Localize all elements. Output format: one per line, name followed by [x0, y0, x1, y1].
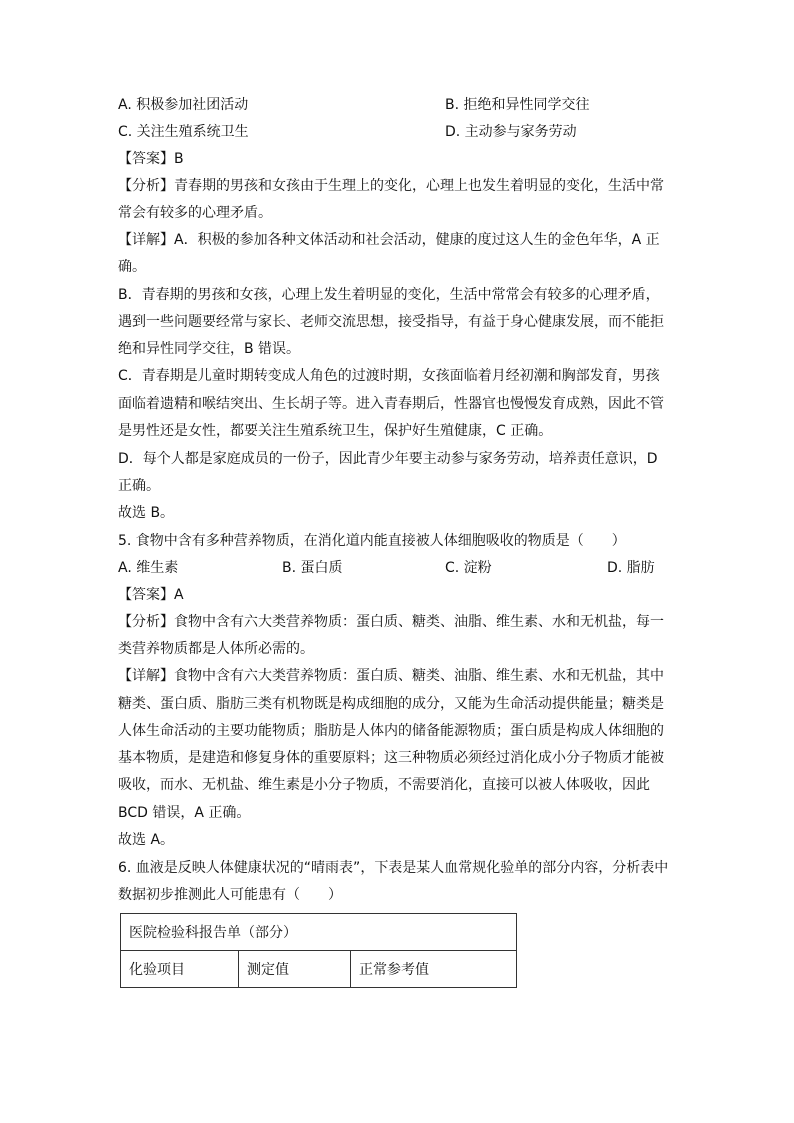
q4-explanation-line: 遇到一些问题要经常与家长、老师交流思想，接受指导，有益于身心健康发展，而不能拒 [118, 314, 664, 330]
q4-explanation-line: 常会有较多的心理矛盾。 [118, 205, 272, 221]
table-header-item: 化验项目 [121, 951, 239, 988]
q5-explanation-line: 人体生命活动的主要功能物质；脂肪是人体内的储备能源物质；蛋白质是构成人体细胞的 [118, 723, 664, 739]
q5-answer: 【答案】A [118, 587, 184, 603]
q5-option-d: D. 脂肪 [607, 560, 655, 576]
q4-answer: 【答案】B [118, 151, 184, 167]
q5-option-a: A. 维生素 [118, 560, 179, 576]
table-title-row [121, 914, 517, 951]
q5-explanation-line: 【详解】食物中含有六大类营养物质：蛋白质、糖类、油脂、维生素、水和无机盐，其中 [118, 668, 664, 684]
q4-explanation-line: 确。 [118, 259, 146, 275]
q4-explanation-line: 面临着遗精和喉结突出、生长胡子等。进入青春期后，性器官也慢慢发育成熟，因此不管 [118, 396, 664, 412]
table-header-reference: 正常参考值 [351, 951, 517, 988]
q5-explanation-line: 基本物质，是建造和修复身体的重要原料；这三种物质必须经过消化成小分子物质才能被 [118, 750, 664, 766]
q5-explanation-line: 糖类、蛋白质、脂肪三类有机物既是构成细胞的成分，又能为生命活动提供能量；糖类是 [118, 696, 664, 712]
q4-explanation-line: D．每个人都是家庭成员的一份子，因此青少年要主动参与家务劳动，培养责任意识，D [118, 451, 658, 467]
q4-option-d: D. 主动参与家务劳动 [445, 124, 577, 140]
q4-option-b: B. 拒绝和异性同学交往 [445, 97, 590, 113]
q6-stem-line: 6. 血液是反映人体健康状况的“晴雨表”，下表是某人血常规化验单的部分内容，分析表中 [118, 860, 669, 876]
q5-explanation-line: BCD 错误，A 正确。 [118, 805, 251, 821]
table-header-value: 测定值 [239, 951, 351, 988]
q6-stem-line: 数据初步推测此人可能患有（ ） [118, 887, 342, 903]
q4-explanation-line: B．青春期的男孩和女孩，心理上发生着明显的变化，生活中常常会有较多的心理矛盾， [118, 287, 660, 303]
q4-explanation-line: 绝和异性同学交往，B 错误。 [118, 341, 301, 357]
q5-option-b: B. 蛋白质 [282, 560, 343, 576]
q5-explanation-line: 吸收，而水、无机盐、维生素是小分子物质，不需要消化，直接可以被人体吸收，因此 [118, 777, 650, 793]
q4-explanation-line: 是男性还是女性，都要关注生殖系统卫生，保护好生殖健康，C 正确。 [118, 423, 553, 439]
q4-conclusion: 故选 B。 [118, 505, 175, 521]
q5-conclusion: 故选 A。 [118, 832, 175, 848]
lab-report-table [120, 913, 517, 988]
q4-option-c: C. 关注生殖系统卫生 [118, 124, 249, 140]
q4-explanation-line: C．青春期是儿童时期转变成人角色的过渡时期，女孩面临着月经初潮和胸部发育，男孩 [118, 368, 660, 384]
q4-explanation-line: 【分析】青春期的男孩和女孩由于生理上的变化，心理上也发生着明显的变化，生活中常 [118, 178, 664, 194]
table-title: 医院检验科报告单（部分） [121, 914, 517, 951]
table-header-row [121, 951, 517, 988]
q4-explanation-line: 【详解】A．积极的参加各种文体活动和社会活动，健康的度过这人生的金色年华，A 正 [118, 232, 660, 248]
q5-option-c: C. 淀粉 [445, 560, 492, 576]
q5-stem: 5. 食物中含有多种营养物质，在消化道内能直接被人体细胞吸收的物质是（ ） [118, 533, 626, 549]
q4-option-a: A. 积极参加社团活动 [118, 97, 249, 113]
q5-explanation-line: 类营养物质都是人体所必需的。 [118, 641, 314, 657]
q4-explanation-line: 正确。 [118, 478, 160, 494]
q5-explanation-line: 【分析】食物中含有六大类营养物质：蛋白质、糖类、油脂、维生素、水和无机盐，每一 [118, 614, 664, 630]
